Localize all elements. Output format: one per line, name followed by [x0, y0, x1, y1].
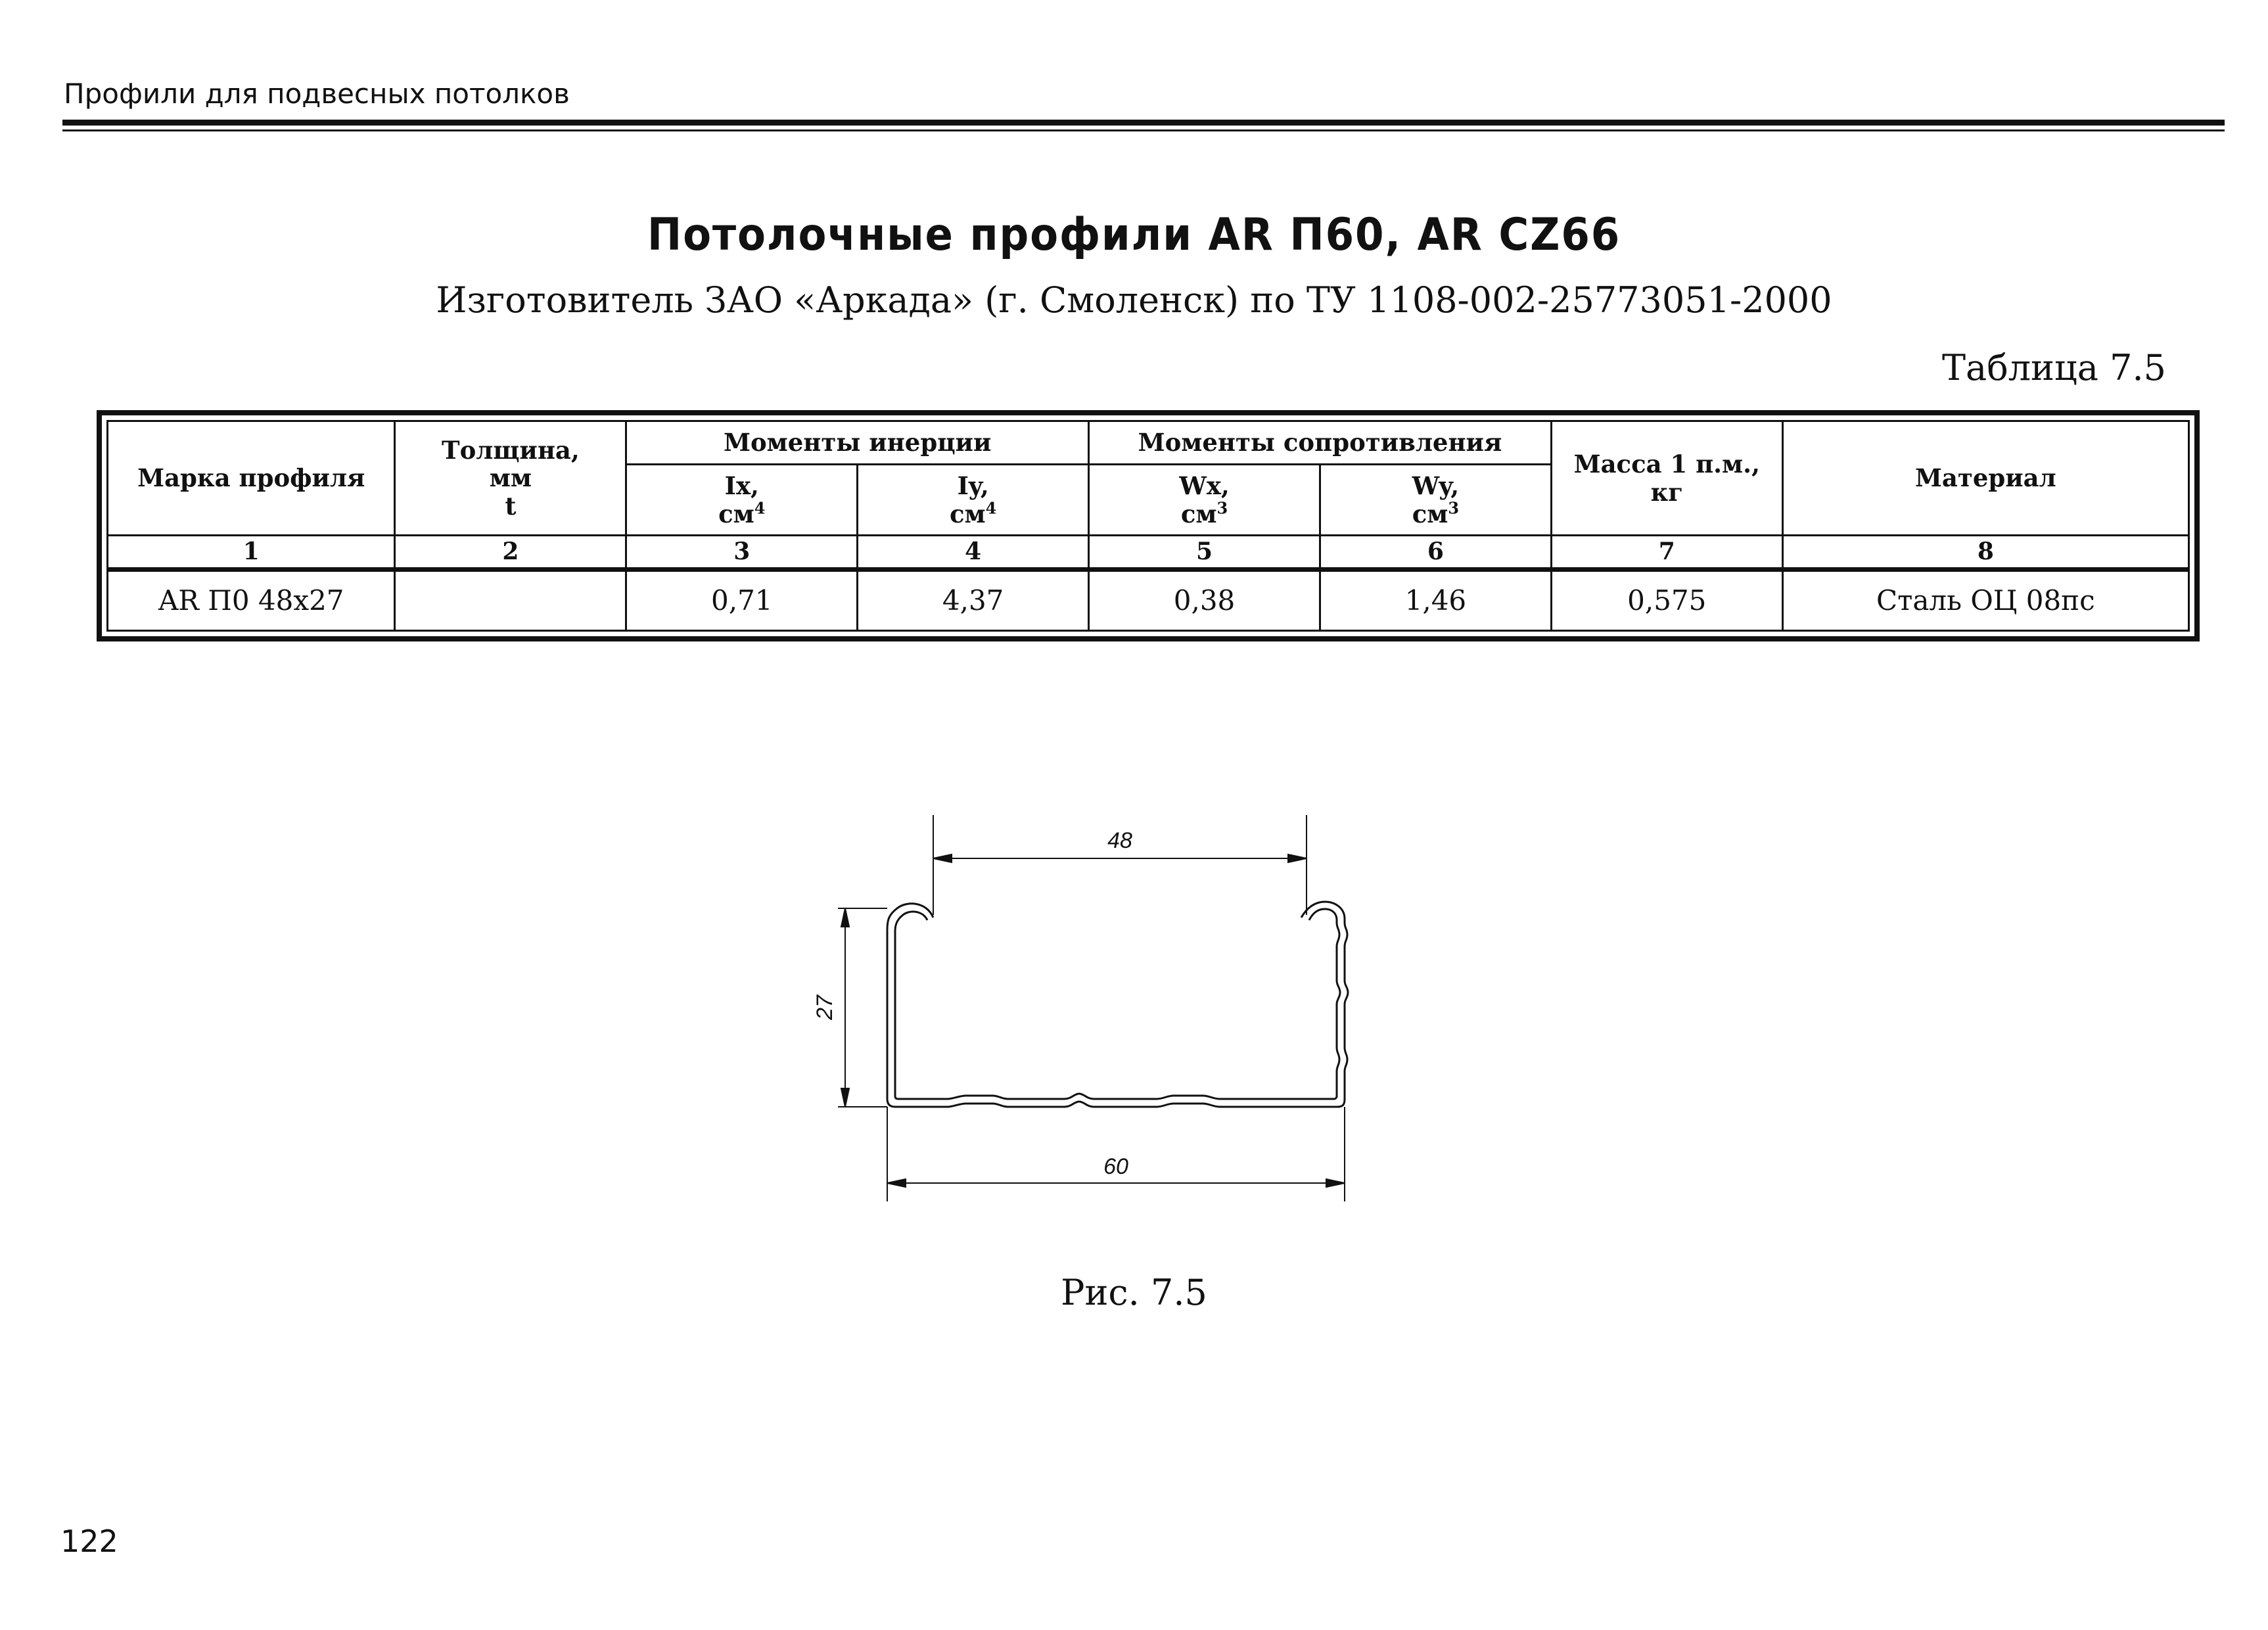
arrow	[841, 908, 849, 927]
page-number: 122	[60, 1524, 118, 1559]
cell-material: Сталь ОЦ 08пс	[1782, 570, 2188, 631]
header-thickness: Толщина, мм t	[395, 421, 626, 536]
cell-thickness	[395, 570, 626, 631]
header-material: Материал	[1782, 421, 2188, 536]
arrow	[887, 1179, 906, 1187]
column-number: 4	[858, 536, 1089, 570]
cell-wx: 0,38	[1089, 570, 1320, 631]
cell-mass: 0,575	[1551, 570, 1782, 631]
arrow	[1288, 854, 1307, 862]
cell-ix: 0,71	[626, 570, 858, 631]
arrow	[1326, 1179, 1345, 1187]
cell-mark: AR П0 48х27	[108, 570, 395, 631]
column-number: 3	[626, 536, 858, 570]
page-title: Потолочные профили AR П60, AR CZ66	[647, 209, 1621, 261]
dim-label-width: 60	[1103, 1154, 1128, 1179]
header-wx: Wx, $см^3$	[1089, 465, 1320, 536]
dim-label-height: 27	[812, 995, 837, 1020]
header-inertia-group: Моменты инерции	[626, 421, 1089, 465]
arrow	[933, 854, 952, 862]
column-number: 7	[1551, 536, 1782, 570]
header-wy: Wy, $см^3$	[1320, 465, 1551, 536]
column-number: 6	[1320, 536, 1551, 570]
profile-outline-inner	[895, 909, 1340, 1099]
header-iy: Iy, $см^4$	[858, 465, 1089, 536]
table-label: Таблица 7.5	[1942, 347, 2166, 388]
header-rule	[62, 120, 2225, 131]
table-row	[108, 570, 2189, 631]
profile-cross-section-drawing	[775, 795, 1393, 1216]
cell-iy: 4,37	[858, 570, 1089, 631]
arrow	[841, 1088, 849, 1107]
header-mark: Марка профиля	[108, 421, 395, 536]
running-head: Профили для подвесных потолков	[64, 78, 570, 110]
profile-outline-outer	[887, 902, 1348, 1107]
header-ix: Ix, $см^4$	[626, 465, 858, 536]
cell-wy: 1,46	[1320, 570, 1551, 631]
column-number: 8	[1782, 536, 2188, 570]
header-resistance-group: Моменты сопротивления	[1089, 421, 1552, 465]
page-subtitle: Изготовитель ЗАО «Аркада» (г. Смоленск) по ТУ 1108-002-25773051-2000	[436, 279, 1832, 321]
column-number: 2	[395, 536, 626, 570]
column-number: 1	[108, 536, 395, 570]
spec-table	[106, 420, 2190, 632]
dim-label-top: 48	[1107, 828, 1132, 853]
header-mass: Масса 1 п.м., кг	[1551, 421, 1782, 536]
figure-caption: Рис. 7.5	[1061, 1272, 1207, 1313]
spec-table-frame	[97, 410, 2200, 641]
column-number: 5	[1089, 536, 1320, 570]
